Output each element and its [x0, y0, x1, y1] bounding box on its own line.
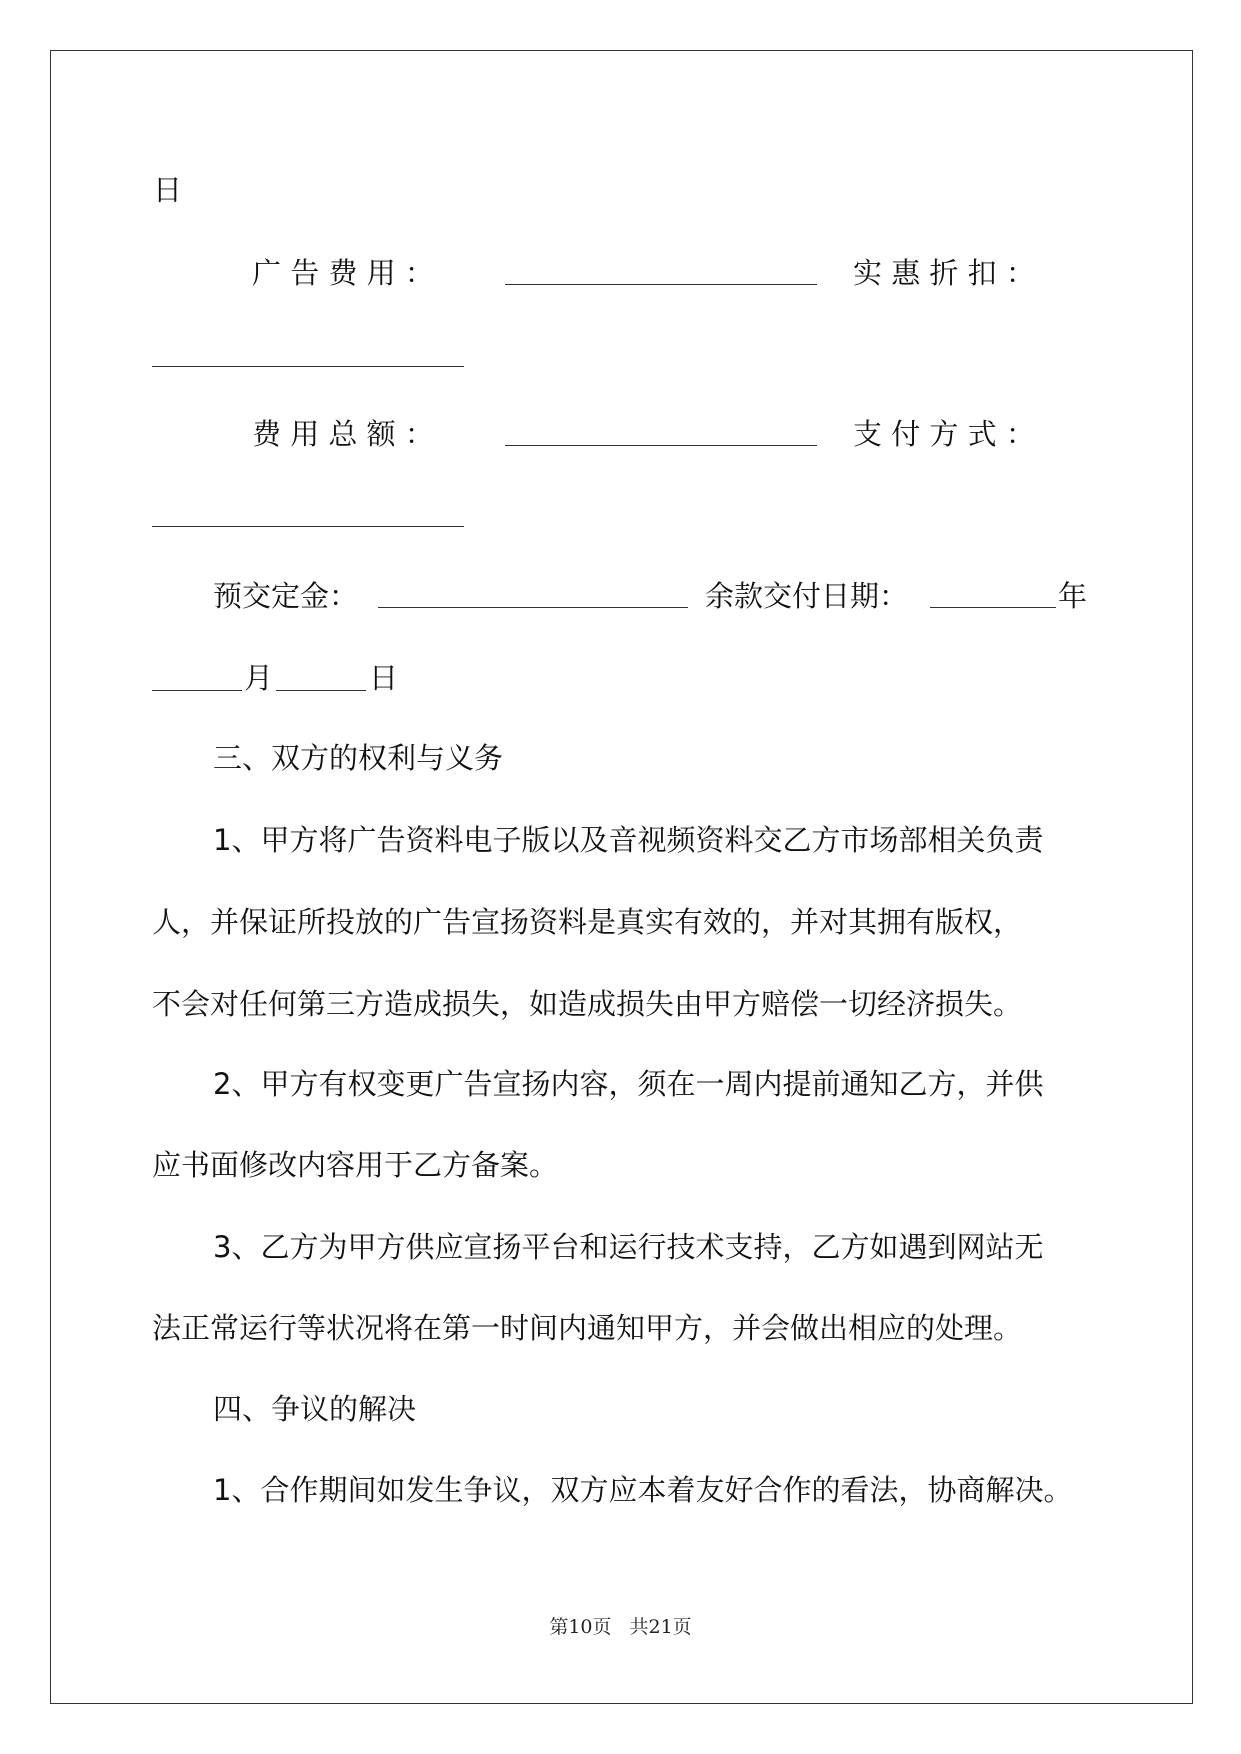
item1-line3-text: 不会对任何第三方造成损失，如造成损失由甲方赔偿一切经济损失。 — [152, 987, 1023, 1021]
item2-line2-text: 应书面修改内容用于乙方备案。 — [152, 1148, 559, 1182]
item3-line1-text: 3、乙方为甲方供应宣扬平台和运行技术支持，乙方如遇到网站无 — [213, 1230, 1044, 1264]
discount-row — [853, 253, 1035, 293]
item3-line2-text: 法正常运行等状况将在第一时间内通知甲方，并会做出相应的处理。 — [152, 1311, 1023, 1345]
section4-title — [213, 1389, 416, 1429]
total-row — [252, 414, 434, 454]
discount-blank[interactable] — [152, 340, 464, 367]
year-char — [1058, 576, 1087, 616]
item3-line2 — [152, 1308, 1022, 1348]
payment-row — [853, 414, 1035, 454]
balance-label: 余款交付日期： — [705, 579, 909, 613]
ad-fee-blank[interactable] — [505, 258, 817, 285]
deposit-label: 预交定金： — [213, 579, 359, 613]
day-text: 日 — [369, 661, 399, 695]
total-blank[interactable] — [505, 419, 817, 446]
page-footer — [0, 1614, 1241, 1640]
footer-current-page: 第10页 — [549, 1616, 612, 1638]
total-label: 费 用 总 额 ： — [252, 417, 434, 451]
section3-title — [213, 738, 503, 778]
month-blank[interactable] — [152, 664, 242, 691]
section4-title-text: 四、争议的解决 — [213, 1392, 417, 1426]
item1-line1 — [213, 820, 1043, 860]
payment-label: 支 付 方 式 ： — [853, 417, 1035, 451]
item1-line2-text: 人，并保证所投放的广告宣扬资料是真实有效的，并对其拥有版权， — [152, 905, 1023, 939]
day-char-top — [153, 170, 182, 210]
item2-line1-text: 2、甲方有权变更广告宣扬内容，须在一周内提前通知乙方，并供 — [213, 1067, 1044, 1101]
deposit-row — [213, 576, 358, 616]
day-blank[interactable] — [276, 664, 366, 691]
year-text: 年 — [1058, 579, 1088, 613]
item3-line1 — [213, 1227, 1043, 1267]
item1-line1-text: 1、甲方将广告资料电子版以及音视频资料交乙方市场部相关负责 — [213, 823, 1044, 857]
ri-top-text: 日 — [153, 173, 183, 207]
item2-line1 — [213, 1064, 1043, 1104]
discount-label: 实 惠 折 扣 ： — [853, 256, 1035, 290]
month-text: 月 — [244, 661, 274, 695]
item1-line2 — [152, 902, 1022, 942]
month-char — [244, 658, 273, 698]
deposit-blank[interactable] — [378, 581, 688, 608]
item1-line3 — [152, 984, 1022, 1024]
balance-year-blank[interactable] — [930, 581, 1056, 608]
balance-row — [705, 576, 908, 616]
section3-title-text: 三、双方的权利与义务 — [213, 741, 504, 775]
s4-item1-text: 1、合作期间如发生争议，双方应本着友好合作的看法，协商解决。 — [213, 1473, 1073, 1507]
item2-line2 — [152, 1145, 558, 1185]
s4-item1 — [213, 1470, 1072, 1510]
page-border — [50, 50, 1193, 1704]
payment-blank[interactable] — [152, 500, 464, 527]
ad-fee-label: 广 告 费 用 ： — [252, 256, 434, 290]
ad-fee-row — [252, 253, 434, 293]
footer-total-pages: 共21页 — [629, 1616, 692, 1638]
day-char — [369, 658, 398, 698]
